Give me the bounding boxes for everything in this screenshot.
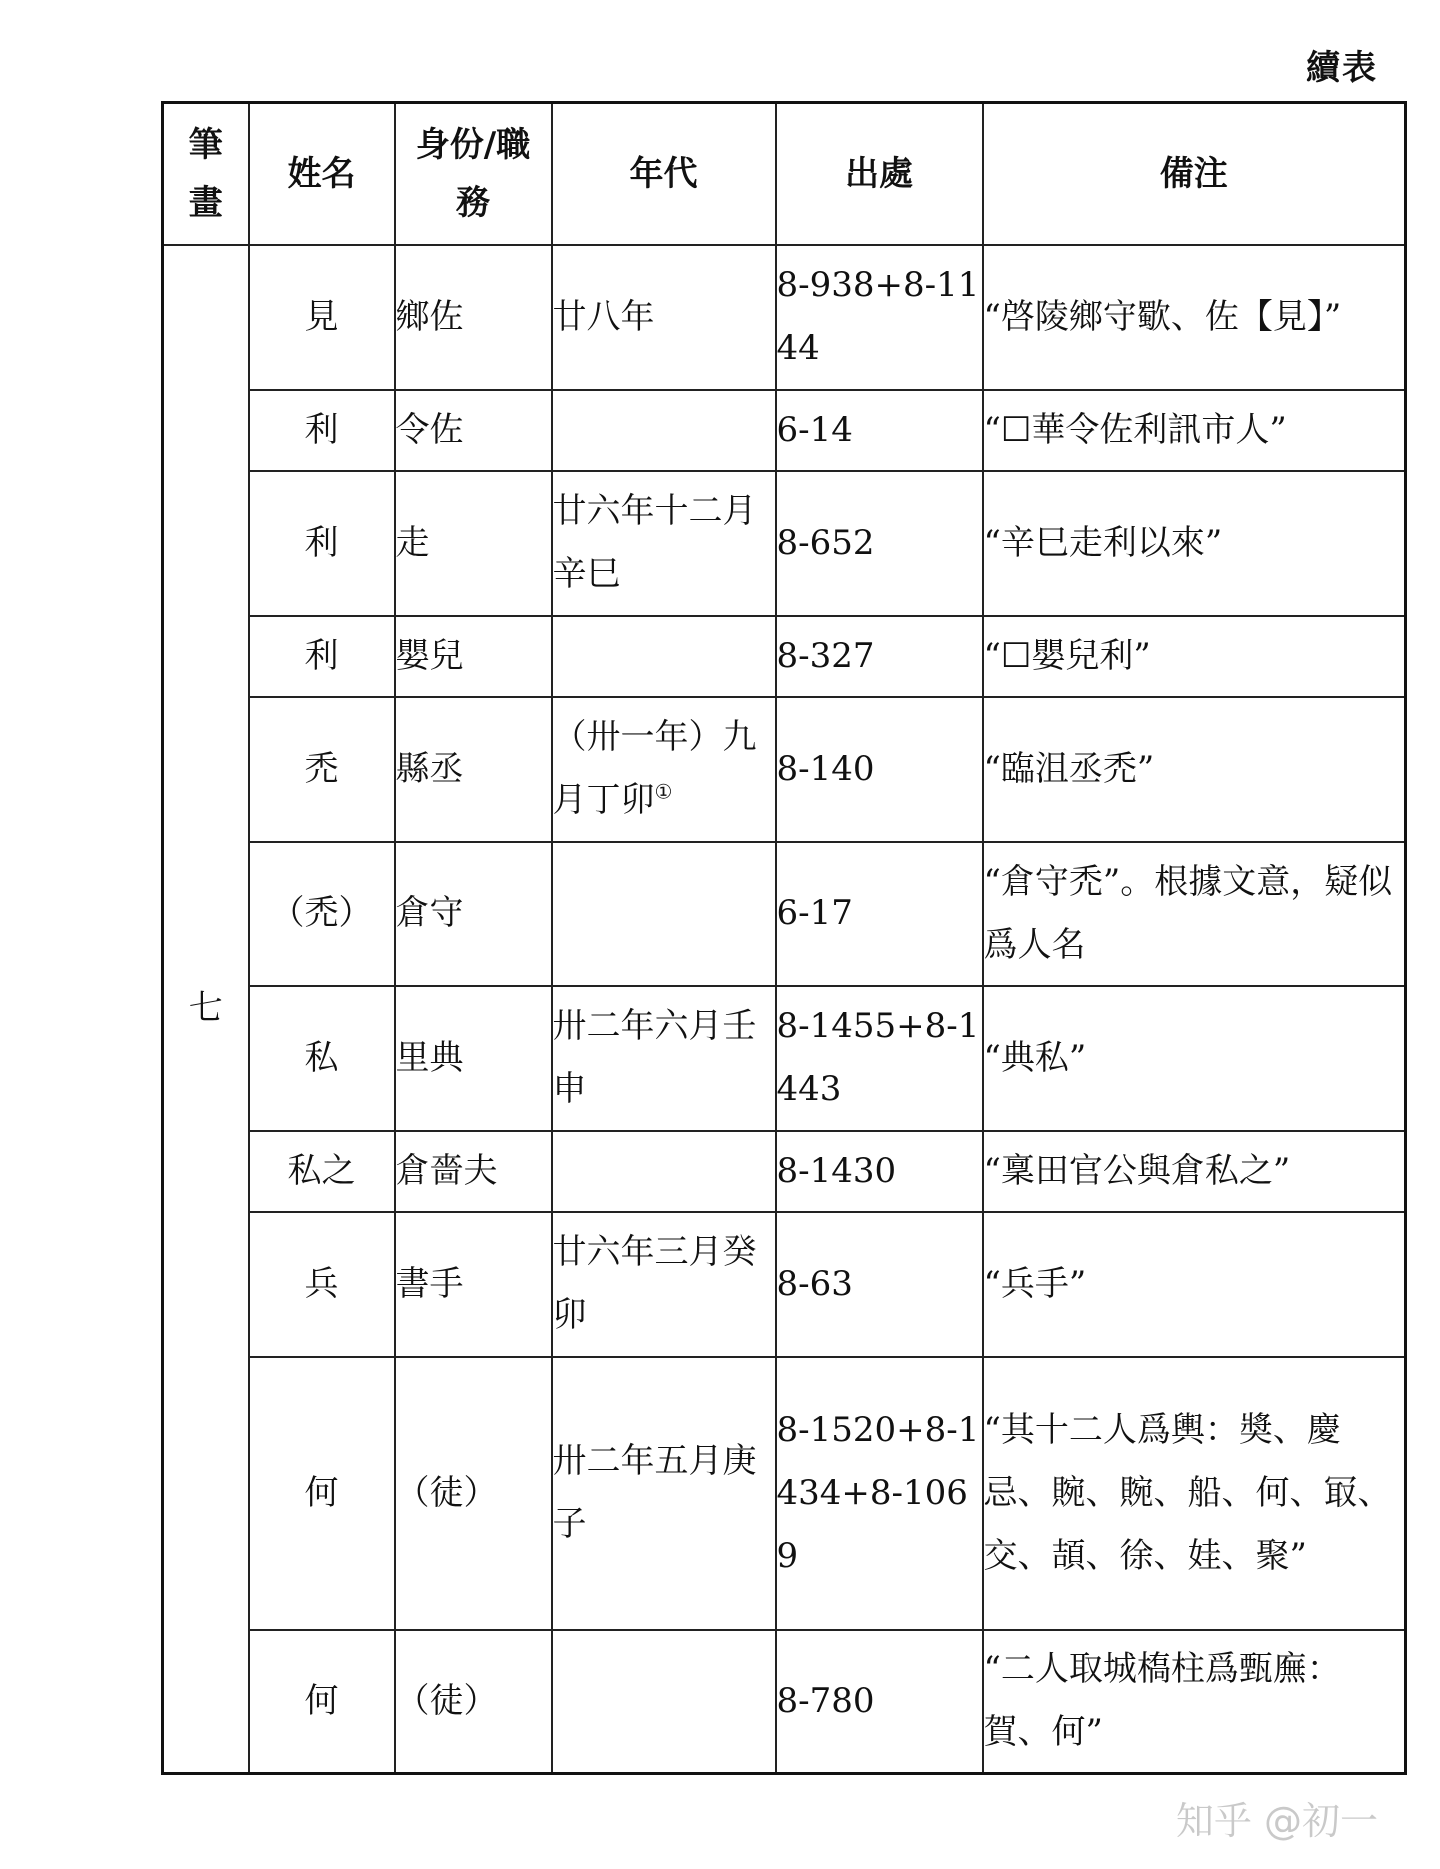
source-cell: 8-1520+8-1434+8-1069 bbox=[776, 1357, 983, 1630]
note-cell: “兵手” bbox=[983, 1212, 1406, 1357]
source-cell: 6-14 bbox=[776, 390, 983, 471]
date-cell: 廿六年三月癸卯 bbox=[552, 1212, 776, 1357]
note-cell: “倉守禿”。根據文意，疑似爲人名 bbox=[983, 842, 1406, 986]
role-cell: 嬰兒 bbox=[395, 616, 552, 697]
name-cell: 禿 bbox=[249, 697, 395, 842]
header-name: 姓名 bbox=[249, 103, 395, 245]
date-cell bbox=[552, 842, 776, 986]
source-cell: 8-327 bbox=[776, 616, 983, 697]
note-cell: “臨沮丞禿” bbox=[983, 697, 1406, 842]
header-date: 年代 bbox=[552, 103, 776, 245]
role-cell: 令佐 bbox=[395, 390, 552, 471]
name-cell: 何 bbox=[249, 1357, 395, 1630]
name-cell: 何 bbox=[249, 1630, 395, 1774]
source-cell: 8-63 bbox=[776, 1212, 983, 1357]
source-cell: 8-140 bbox=[776, 697, 983, 842]
table-row bbox=[163, 842, 1406, 986]
note-cell: “典私” bbox=[983, 986, 1406, 1131]
note-cell: “☐嬰兒利” bbox=[983, 616, 1406, 697]
continued-table-label: 續表 bbox=[1306, 48, 1378, 88]
header-note: 備注 bbox=[983, 103, 1406, 245]
name-cell: 利 bbox=[249, 390, 395, 471]
name-cell: 兵 bbox=[249, 1212, 395, 1357]
date-text: （卅一年）九月丁卯 bbox=[552, 717, 757, 820]
role-cell: 書手 bbox=[395, 1212, 552, 1357]
name-cell: 利 bbox=[249, 616, 395, 697]
name-cell: （禿） bbox=[249, 842, 395, 986]
table-row bbox=[163, 986, 1406, 1131]
role-cell: 倉嗇夫 bbox=[395, 1131, 552, 1212]
role-cell: （徒） bbox=[395, 1357, 552, 1630]
date-cell: 卅二年五月庚子 bbox=[552, 1357, 776, 1630]
watermark: 知乎 @初一 bbox=[1175, 1799, 1378, 1843]
table-row bbox=[163, 245, 1406, 390]
source-cell: 8-652 bbox=[776, 471, 983, 616]
date-cell: 廿八年 bbox=[552, 245, 776, 390]
footnote-marker: ① bbox=[654, 779, 673, 804]
name-cell: 利 bbox=[249, 471, 395, 616]
header-role: 身份/職務 bbox=[395, 103, 552, 245]
table-row bbox=[163, 1131, 1406, 1212]
date-cell: 卅二年六月壬申 bbox=[552, 986, 776, 1131]
name-cell: 私之 bbox=[249, 1131, 395, 1212]
source-cell: 6-17 bbox=[776, 842, 983, 986]
date-cell bbox=[552, 1630, 776, 1774]
note-cell: “稟田官公與倉私之” bbox=[983, 1131, 1406, 1212]
note-cell: “二人取城槗柱爲甄廡：賀、何” bbox=[983, 1630, 1406, 1774]
note-cell: “其十二人爲輿：奬、慶忌、䝹、䝹、船、何、冣、交、頡、徐、娃、聚” bbox=[983, 1357, 1406, 1630]
note-cell: “啓陵鄉守歜、佐【見】” bbox=[983, 245, 1406, 390]
table-row bbox=[163, 1630, 1406, 1774]
table-row bbox=[163, 1212, 1406, 1357]
table-row bbox=[163, 390, 1406, 471]
role-cell: 鄉佐 bbox=[395, 245, 552, 390]
role-cell: 縣丞 bbox=[395, 697, 552, 842]
note-cell: “☐華令佐利訊市人” bbox=[983, 390, 1406, 471]
source-cell: 8-1455+8-1443 bbox=[776, 986, 983, 1131]
source-cell: 8-938+8-1144 bbox=[776, 245, 983, 390]
date-cell bbox=[552, 390, 776, 471]
source-cell: 8-780 bbox=[776, 1630, 983, 1774]
header-stroke-count: 筆 畫 bbox=[163, 103, 249, 245]
table-row bbox=[163, 616, 1406, 697]
name-cell: 私 bbox=[249, 986, 395, 1131]
table-row bbox=[163, 1357, 1406, 1630]
table-row bbox=[163, 697, 1406, 842]
header-row bbox=[163, 103, 1406, 245]
table-row bbox=[163, 471, 1406, 616]
header-source: 出處 bbox=[776, 103, 983, 245]
role-cell: （徒） bbox=[395, 1630, 552, 1774]
stroke-count-cell: 七 bbox=[163, 245, 249, 1774]
role-cell: 倉守 bbox=[395, 842, 552, 986]
source-cell: 8-1430 bbox=[776, 1131, 983, 1212]
date-cell bbox=[552, 616, 776, 697]
role-cell: 里典 bbox=[395, 986, 552, 1131]
role-cell: 走 bbox=[395, 471, 552, 616]
date-cell: 廿六年十二月辛巳 bbox=[552, 471, 776, 616]
personnel-table bbox=[161, 101, 1407, 1775]
date-cell bbox=[552, 697, 776, 842]
name-cell: 見 bbox=[249, 245, 395, 390]
note-cell: “辛巳走利以來” bbox=[983, 471, 1406, 616]
date-cell bbox=[552, 1131, 776, 1212]
